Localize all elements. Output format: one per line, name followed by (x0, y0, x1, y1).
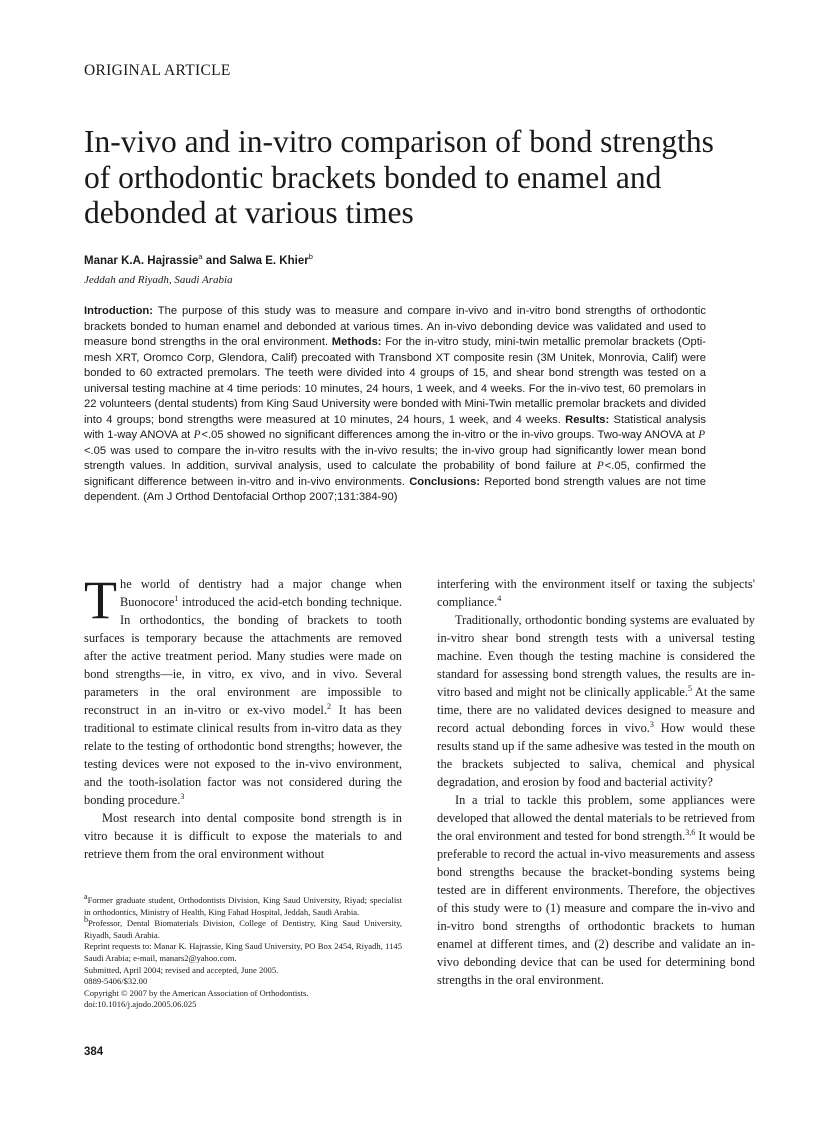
body-column-right (437, 575, 755, 989)
body-text: introduced the acid-etch bonding technique. In orthodontics, the bonding of brackets to tooth surfaces is temporary because the attachments are removed after the active treatment period. Many studies were made on bond strengths—ie, in vitro, ex vivo, and in vivo. Several parameters in the oral environment are impossible to reconstruct in an in-vitro or ex-vivo model. (84, 595, 402, 717)
reference-mark: 3,6 (685, 827, 696, 837)
reference-mark: 2 (326, 701, 331, 711)
drop-cap: T (84, 570, 117, 630)
body-text: interfering with the environment itself or taxing the subjects' compliance. (437, 577, 755, 609)
abstract-conclusions-text: Reported bond strength values are not time dependent. (84, 475, 707, 503)
body-text: It has been traditional to estimate clinical results from in-vitro data as they relate to the testing of orthodontic bond strengths; however, the testing devices were not exposed to the in-vivo environment, and the tooth-isolation factor was not considered during the bonding procedure. (84, 703, 402, 807)
author-separator: and (205, 255, 227, 267)
abstract (84, 304, 706, 506)
affiliation-mark: b (308, 252, 313, 262)
p-value-symbol: P (193, 429, 201, 441)
body-paragraph (437, 791, 755, 989)
reference-mark: 3 (649, 719, 654, 729)
reference-mark: 3 (180, 791, 185, 801)
footnote-affiliation-a (84, 892, 402, 918)
reference-mark: 4 (497, 593, 502, 603)
author-name: Manar K.A. Hajrassie (84, 255, 199, 267)
footnote-mark: a (84, 892, 88, 902)
journal-citation: (Am J Orthod Dentofacial Orthop 2007;131:384-90) (143, 491, 398, 503)
abstract-methods-label: Methods: (331, 336, 382, 348)
section-label: ORIGINAL ARTICLE (84, 62, 231, 79)
page-number: 384 (84, 1046, 104, 1058)
p-value-symbol: P (596, 460, 604, 472)
author-location: Jeddah and Riyadh, Saudi Arabia (84, 274, 233, 286)
p-value-symbol: P (698, 429, 706, 441)
footnote-text: Professor, Dental Biomaterials Division, College of Dentistry, King Saud University, Riyadh, Saudi Arabia. (84, 918, 402, 940)
abstract-results-text: Statistical analysis with 1-way ANOVA at (84, 413, 707, 441)
author-name: Salwa E. Khier (229, 255, 309, 267)
reference-mark: 5 (688, 683, 692, 693)
issn-price: 0889-5406/$32.00 (84, 976, 148, 987)
body-text: It would be preferable to record the actual in-vivo measurements and assess bond strengths because the bracket-bonding systems being tested are in different environments. Therefore, the objectives of this study were to (1) measure and compare the in-vivo and in-vitro bond strengths of orthodontic brackets to human enamel at different times, and (2) describe and validate an in-vivo debonding device that can be used for determining bond strengths in the oral environment. (437, 829, 755, 987)
body-text: How would these results stand up if the same adhesive was tested in the mouth on the brackets subjected to saliva, chemical and physical degradation, and erosion by food and bacterial activity? (437, 721, 755, 789)
abstract-results-text: <.05 was used to compare the in-vitro results with the in-vivo results; the in-vivo group had significantly lower mean bond strength values. In addition, survival analysis, used to calculate the probability of bond failure at (84, 444, 706, 472)
footnotes (84, 892, 402, 1011)
body-paragraph (437, 611, 755, 791)
doi: doi:10.1016/j.ajodo.2005.06.025 (84, 999, 197, 1010)
abstract-methods-text: For the in-vitro study, mini-twin metallic premolar brackets (Opti-mesh XRT, Oromco Corp, Glendora, Calif) precoated with Transbond XT composite resin (3M Unitek, Monrovia, Calif) were bonded to 60 extracted premolars. The teeth were divided into 4 groups of 15, and shear bond strength was tested on a universal testing machine at 4 time periods: 10 minutes, 24 hours, 1 week, and 4 weeks. For the in-vivo test, 60 premolars in 22 volunteers (dental students) from King Saud University were bonded with Mini-Twin metallic premolar brackets and divided into 4 groups; bond strengths were measured at 10 minutes, 24 hours, 1 week, and 4 weeks. (84, 336, 707, 426)
abstract-introduction-text: The purpose of this study was to measure and compare in-vivo and in-vitro bond strengths of orthodontic brackets bonded to human enamel and debonded at various times. An in-vivo debonding device was validated and used to measure bond strengths in the oral environment. (84, 305, 706, 348)
footnote-affiliation-b (84, 915, 402, 941)
body-paragraph (84, 570, 402, 809)
article-title: In-vivo and in-vitro comparison of bond strengths of orthodontic brackets bonded to enamel and debonded at various times (84, 124, 714, 230)
abstract-results-label: Results: (565, 413, 610, 426)
reprint-requests: Reprint requests to: Manar K. Hajrassie, King Saud University, PO Box 2454, Riyadh, 1145 Saudi Arabia; e-mail, manars2@yahoo.com. (84, 941, 402, 963)
footnote-mark: b (84, 915, 88, 925)
abstract-results-text: <.05, confirmed the significant difference between in-vitro and in-vivo environments. (84, 460, 706, 488)
reference-mark: 1 (174, 593, 179, 603)
copyright-notice: Copyright © 2007 by the American Association of Orthodontists. (84, 987, 309, 998)
affiliation-mark: a (198, 252, 203, 262)
abstract-results-text: <.05 showed no significant differences among the in-vitro or the in-vivo groups. Two-way ANOVA at (201, 429, 695, 441)
body-text: he world of dentistry had a major change when Buonocore (120, 577, 402, 609)
body-column-left (84, 570, 402, 863)
footnote-text: Former graduate student, Orthodontists Division, King Saud University, Riyad; specialist in orthodontics, Ministry of Health, King Fahad Hospital, Jeddah, Saudi Arabia. (84, 895, 402, 917)
body-text: At the same time, there are no validated devices designed to measure and record actual debonding forces in vivo. (437, 685, 755, 735)
body-paragraph: Most research into dental composite bond strength is in vitro because it is difficult to expose the materials to and retrieve them from the oral environment without (84, 811, 402, 861)
abstract-introduction-label: Introduction: (84, 305, 153, 317)
body-text: Traditionally, orthodontic bonding systems are evaluated by in-vitro shear bond strength tests with a universal testing machine. Even though the testing machine is considered the standard for assessing bond strength values, the results are in-vitro based and might not be clinically applicable. (437, 613, 755, 699)
body-paragraph (437, 575, 755, 611)
abstract-conclusions-label: Conclusions: (409, 475, 481, 488)
body-text: In a trial to tackle this problem, some appliances were developed that allowed the dental materials to be retrieved from the oral environment and tested for bond strength. (437, 793, 755, 843)
author-line (84, 252, 313, 267)
submission-dates: Submitted, April 2004; revised and accepted, June 2005. (84, 964, 279, 975)
